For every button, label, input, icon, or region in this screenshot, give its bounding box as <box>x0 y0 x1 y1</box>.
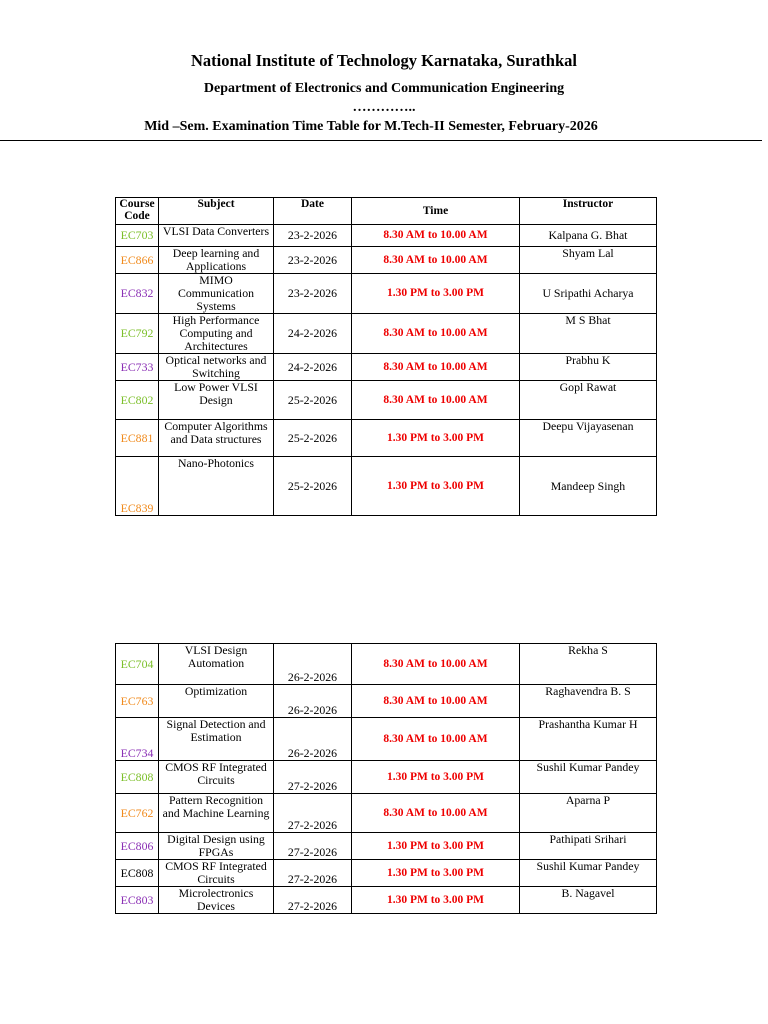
course-code-cell: EC808 <box>116 761 159 794</box>
subject-cell: Optical networks and Switching <box>159 354 274 381</box>
table-row <box>116 420 657 457</box>
date-cell: 26-2-2026 <box>274 718 352 761</box>
time-cell: 8.30 AM to 10.00 AM <box>352 794 520 833</box>
instructor-cell: Sushil Kumar Pandey <box>520 860 657 887</box>
table-row <box>116 247 657 274</box>
header-subject: Subject <box>159 198 274 225</box>
course-code-cell: EC762 <box>116 794 159 833</box>
time-cell: 1.30 PM to 3.00 PM <box>352 420 520 457</box>
header-dots: ………….. <box>352 100 416 115</box>
timetable-part-2 <box>115 643 657 914</box>
instructor-cell: Prashantha Kumar H <box>520 718 657 761</box>
subject-cell: Optimization <box>159 685 274 718</box>
course-code-cell: EC832 <box>116 274 159 314</box>
table-header-row <box>116 198 657 225</box>
table-row <box>116 457 657 516</box>
time-cell: 8.30 AM to 10.00 AM <box>352 644 520 685</box>
subject-cell: Computer Algorithms and Data structures <box>159 420 274 457</box>
time-cell: 8.30 AM to 10.00 AM <box>352 225 520 247</box>
table-row <box>116 685 657 718</box>
time-cell: 1.30 PM to 3.00 PM <box>352 274 520 314</box>
course-code-cell: EC802 <box>116 381 159 420</box>
table-row <box>116 833 657 860</box>
date-cell: 25-2-2026 <box>274 420 352 457</box>
date-cell: 23-2-2026 <box>274 225 352 247</box>
subject-cell: Digital Design using FPGAs <box>159 833 274 860</box>
subject-cell: Pattern Recognition and Machine Learning <box>159 794 274 833</box>
date-cell: 27-2-2026 <box>274 887 352 914</box>
instructor-cell: Deepu Vijayasenan <box>520 420 657 457</box>
instructor-cell: B. Nagavel <box>520 887 657 914</box>
instructor-cell: Shyam Lal <box>520 247 657 274</box>
subject-cell: Deep learning and Applications <box>159 247 274 274</box>
subject-cell: High Performance Computing and Architectures <box>159 314 274 354</box>
course-code-cell: EC808 <box>116 860 159 887</box>
date-cell: 25-2-2026 <box>274 381 352 420</box>
date-cell: 27-2-2026 <box>274 761 352 794</box>
course-code-cell: EC703 <box>116 225 159 247</box>
time-cell: 1.30 PM to 3.00 PM <box>352 761 520 794</box>
table-row <box>116 225 657 247</box>
table-row <box>116 887 657 914</box>
date-cell: 27-2-2026 <box>274 794 352 833</box>
table-row <box>116 794 657 833</box>
instructor-cell: Pathipati Srihari <box>520 833 657 860</box>
time-cell: 8.30 AM to 10.00 AM <box>352 354 520 381</box>
time-cell: 8.30 AM to 10.00 AM <box>352 718 520 761</box>
course-code-cell: EC881 <box>116 420 159 457</box>
course-code-cell: EC866 <box>116 247 159 274</box>
instructor-cell: Aparna P <box>520 794 657 833</box>
date-cell: 26-2-2026 <box>274 644 352 685</box>
table-row <box>116 314 657 354</box>
time-cell: 1.30 PM to 3.00 PM <box>352 887 520 914</box>
instructor-cell: Kalpana G. Bhat <box>520 225 657 247</box>
course-code-cell: EC806 <box>116 833 159 860</box>
instructor-cell: Rekha S <box>520 644 657 685</box>
instructor-cell: M S Bhat <box>520 314 657 354</box>
header-rule <box>0 140 762 141</box>
table-row <box>116 381 657 420</box>
time-cell: 8.30 AM to 10.00 AM <box>352 314 520 354</box>
header-date: Date <box>274 198 352 225</box>
table-row <box>116 860 657 887</box>
header-course-code: Course Code <box>116 198 159 225</box>
table-row <box>116 354 657 381</box>
table-row <box>116 644 657 685</box>
course-code-cell: EC704 <box>116 644 159 685</box>
subject-cell: Low Power VLSI Design <box>159 381 274 420</box>
instructor-cell: U Sripathi Acharya <box>520 274 657 314</box>
course-code-cell: EC803 <box>116 887 159 914</box>
time-cell: 1.30 PM to 3.00 PM <box>352 860 520 887</box>
time-cell: 1.30 PM to 3.00 PM <box>352 833 520 860</box>
table-row <box>116 274 657 314</box>
department-title: Department of Electronics and Communication Engineering <box>203 81 565 96</box>
course-code-cell: EC733 <box>116 354 159 381</box>
table-row <box>116 718 657 761</box>
date-cell: 24-2-2026 <box>274 314 352 354</box>
subject-cell: CMOS RF Integrated Circuits <box>159 761 274 794</box>
date-cell: 23-2-2026 <box>274 247 352 274</box>
subject-cell: VLSI Design Automation <box>159 644 274 685</box>
subject-cell: Signal Detection and Estimation <box>159 718 274 761</box>
course-code-cell: EC792 <box>116 314 159 354</box>
instructor-cell: Raghavendra B. S <box>520 685 657 718</box>
subject-cell: CMOS RF Integrated Circuits <box>159 860 274 887</box>
subject-cell: MIMO Communication Systems <box>159 274 274 314</box>
time-cell: 1.30 PM to 3.00 PM <box>352 457 520 516</box>
header-time: Time <box>352 198 520 225</box>
institute-title: National Institute of Technology Karnataka, Surathkal <box>191 51 577 70</box>
date-cell: 27-2-2026 <box>274 860 352 887</box>
course-code-cell: EC734 <box>116 718 159 761</box>
time-cell: 8.30 AM to 10.00 AM <box>352 685 520 718</box>
header-instructor: Instructor <box>520 198 657 225</box>
date-cell: 23-2-2026 <box>274 274 352 314</box>
subject-cell: VLSI Data Converters <box>159 225 274 247</box>
course-code-cell: EC763 <box>116 685 159 718</box>
time-cell: 8.30 AM to 10.00 AM <box>352 381 520 420</box>
timetable-title: Mid –Sem. Examination Time Table for M.Tech-II Semester, February-2026 <box>144 119 598 134</box>
date-cell: 26-2-2026 <box>274 685 352 718</box>
date-cell: 24-2-2026 <box>274 354 352 381</box>
instructor-cell: Mandeep Singh <box>520 457 657 516</box>
timetable-part-1 <box>115 197 657 516</box>
instructor-cell: Sushil Kumar Pandey <box>520 761 657 794</box>
subject-cell: Nano-Photonics <box>159 457 274 516</box>
instructor-cell: Prabhu K <box>520 354 657 381</box>
subject-cell: Microlectronics Devices <box>159 887 274 914</box>
time-cell: 8.30 AM to 10.00 AM <box>352 247 520 274</box>
date-cell: 25-2-2026 <box>274 457 352 516</box>
table-row <box>116 761 657 794</box>
course-code-cell: EC839 <box>116 457 159 516</box>
instructor-cell: Gopl Rawat <box>520 381 657 420</box>
date-cell: 27-2-2026 <box>274 833 352 860</box>
